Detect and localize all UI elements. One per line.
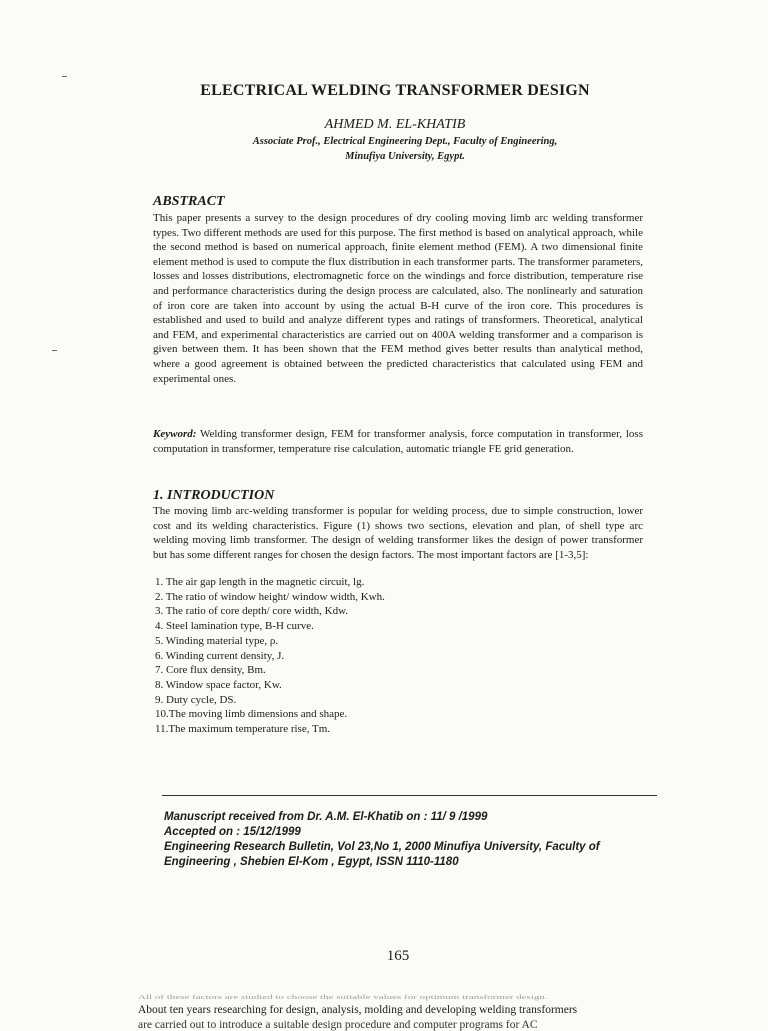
- footnote-line-1: Manuscript received from Dr. A.M. El-Khatib on : 11/ 9 /1999: [164, 811, 488, 823]
- introduction-heading: 1. INTRODUCTION: [153, 488, 275, 503]
- page-number: 165: [386, 948, 410, 964]
- list-item: 10.The moving limb dimensions and shape.: [155, 708, 348, 721]
- next-page-line-1: About ten years researching for design, analysis, molding and developing welding transformers: [138, 1004, 578, 1016]
- affiliation-line-2: Minufiya University, Egypt.: [345, 151, 465, 162]
- list-item: 2. The ratio of window height/ window width, Kwh.: [155, 590, 385, 603]
- list-item: 7. Core flux density, Bm.: [155, 664, 266, 677]
- footnote-line-4: Engineering , Shebien El-Kom , Egypt, ISSN 1110-1180: [164, 856, 459, 868]
- author-affiliation: [200, 134, 610, 164]
- list-item: 4. Steel lamination type, B-H curve.: [155, 620, 314, 633]
- design-factor-list: [155, 575, 635, 737]
- manuscript-footnote: [164, 810, 674, 870]
- list-item: 9. Duty cycle, DS.: [155, 693, 237, 706]
- footnote-line-3: Engineering Research Bulletin, Vol 23,No 1, 2000 Minufiya University, Faculty of: [164, 841, 600, 853]
- list-item: 8. Window space factor, Kw.: [155, 678, 282, 691]
- introduction-text: The moving limb arc-welding transformer is popular for welding process, due to simple construction, lower cost and its welding characteristics. Figure (1) shows two sections, elevation and plan, of shell type arc welding moving limb transformer. The design of welding transformer likes the design of power transformer but has some different ranges for chosen the design factors. The most important factors are [1-3,5]:: [153, 505, 643, 561]
- footnote-line-2: Accepted on : 15/12/1999: [164, 826, 301, 838]
- list-item: 1. The air gap length in the magnetic circuit, lg.: [155, 576, 365, 588]
- abstract-heading: ABSTRACT: [153, 194, 225, 209]
- list-item: 11.The maximum temperature rise, Tm.: [155, 723, 331, 736]
- list-item: 3. The ratio of core depth/ core width, Kdw.: [155, 605, 349, 618]
- list-item: 6. Winding current density, J.: [155, 649, 285, 662]
- list-item: 5. Winding material type, ρ.: [155, 634, 279, 647]
- paper-title: ELECTRICAL WELDING TRANSFORMER DESIGN: [200, 82, 590, 99]
- keyword-text: Welding transformer design, FEM for transformer analysis, force computation in transformer, loss computation in transformer, temperature rise calculation, automatic triangle FE grid generation.: [153, 428, 643, 455]
- next-page-faint-line: All of these factors are studied to choose the suitable values for optimum transformer design.: [138, 994, 548, 1001]
- keyword-label: Keyword:: [153, 428, 197, 440]
- footnote-divider: [162, 795, 657, 796]
- abstract-text: This paper presents a survey to the design procedures of dry cooling moving limb arc welding transformer types. Two different methods are used for this purpose. The first method is based on analytical approach, while the second method is based on numerical approach, finite element method (FEM). A two dimensional finite element method is used to compute the flux distribution in each transformer parts. The transformer parameters, losses and losses distributions, electromagnetic force on the windings and force distribution, temperature rise and performance characteristics during the design process are calculated, also. The nonlinearly and saturation of iron core are taken into account by using the actual B-H curve of the iron core. This procedures is established and used to build and analyze different types and ratings of transformers. Theoretical, analytical and FEM, and experimental characteristics are carried out on 400A welding transformer and a comparison is given between them. It has been shown that the FEM method gives better results than analytical method, where a good agreement is obtained between the predicted characteristics that calculated using FEM and experimental ones.: [153, 212, 643, 385]
- author-name: AHMED M. EL-KHATIB: [324, 117, 466, 132]
- scan-speck: [62, 76, 67, 77]
- keyword-paragraph: [153, 427, 643, 456]
- scan-speck: [52, 350, 57, 351]
- next-page-line-2: are carried out to introduce a suitable design procedure and computer programs for AC: [138, 1019, 538, 1031]
- affiliation-line-1: Associate Prof., Electrical Engineering Dept., Faculty of Engineering,: [252, 136, 558, 147]
